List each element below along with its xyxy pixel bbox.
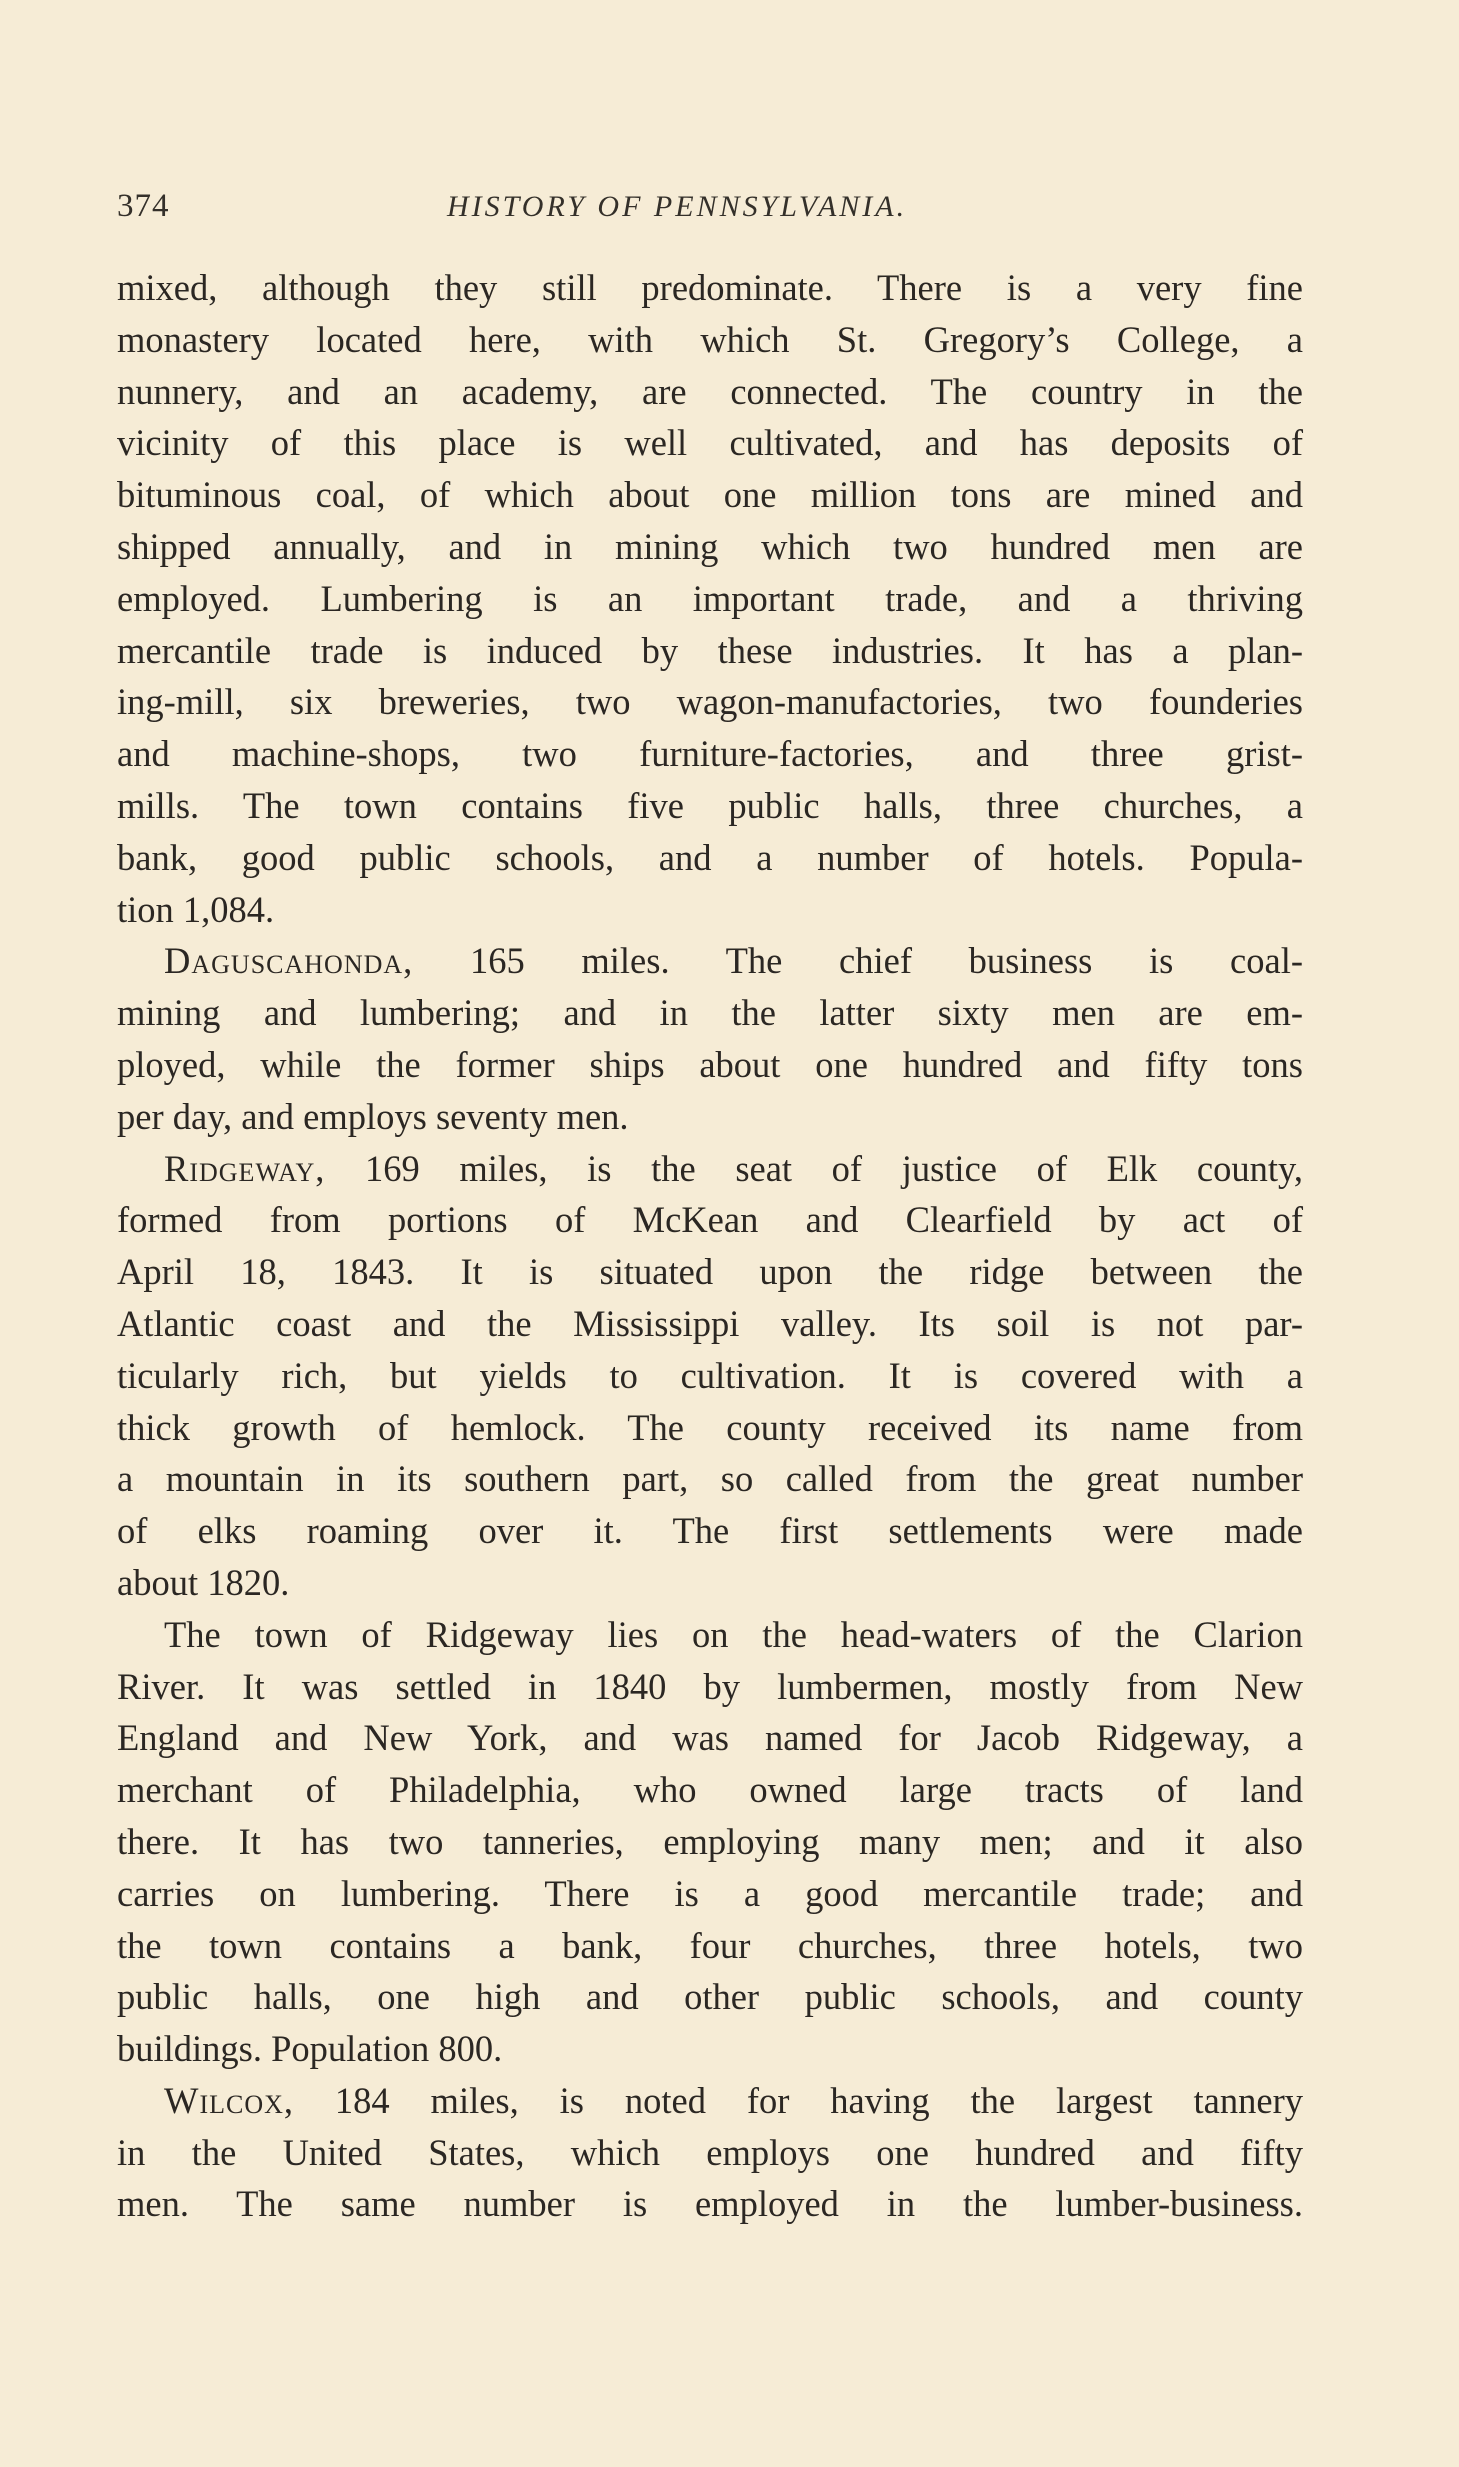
- text-line: River. It was settled in 1840 by lumbermen, mostly from New: [117, 1665, 1303, 1707]
- text-line: ployed, while the former ships about one hundred and fifty tons: [117, 1043, 1303, 1085]
- text-line: the town contains a bank, four churches, three hotels, two: [117, 1924, 1303, 1966]
- line-rest: 165 miles. The chief business is coal-: [413, 940, 1303, 982]
- text-line: and machine-shops, two furniture-factories, and three grist-: [117, 733, 1303, 775]
- text-line: mining and lumbering; and in the latter sixty men are em-: [117, 992, 1303, 1034]
- text-line: men. The same number is employed in the lumber-business.: [117, 2183, 1303, 2225]
- text-line: merchant of Philadelphia, who owned large tracts of land: [117, 1769, 1303, 1811]
- text-line: mixed, although they still predominate. There is a very fine: [117, 267, 1303, 308]
- place-name: Wilcox,: [164, 2079, 295, 2121]
- text-line: formed from portions of McKean and Clearfield by act of: [117, 1199, 1303, 1241]
- text-line: public halls, one high and other public schools, and county: [117, 1976, 1303, 2018]
- text-line: a mountain in its southern part, so called from the great number: [117, 1458, 1303, 1500]
- place-name: Daguscahonda,: [164, 940, 414, 982]
- text-line: bank, good public schools, and a number of hotels. Popula-: [117, 836, 1303, 878]
- paragraph-first-line: [117, 935, 1303, 987]
- line-rest: 169 miles, is the seat of justice of Elk county,: [325, 1147, 1303, 1189]
- text-line: England and New York, and was named for Jacob Ridgeway, a: [117, 1717, 1303, 1759]
- text-line: April 18, 1843. It is situated upon the ridge between the: [117, 1251, 1303, 1293]
- text-line: ticularly rich, but yields to cultivation. It is covered with a: [117, 1354, 1303, 1396]
- text-line: employed. Lumbering is an important trade, and a thriving: [117, 577, 1303, 619]
- text-line: carries on lumbering. There is a good mercantile trade; and: [117, 1872, 1303, 1914]
- paragraph-first-line: [117, 1143, 1303, 1195]
- text-line: mills. The town contains five public halls, three churches, a: [117, 784, 1303, 826]
- body-text: [117, 262, 1303, 2230]
- text-line: of elks roaming over it. The first settlements were made: [117, 1510, 1303, 1552]
- text-line: monastery located here, with which St. Gregory’s College, a: [117, 318, 1303, 360]
- text-line: buildings. Population 800.: [117, 2028, 503, 2070]
- page-header: [117, 188, 1317, 240]
- text-line: there. It has two tanneries, employing many men; and it also: [117, 1820, 1303, 1862]
- text-line: about 1820.: [117, 1561, 290, 1603]
- text-line: per day, and employs seventy men.: [117, 1095, 629, 1137]
- text-line: ing-mill, six breweries, two wagon-manufactories, two founderies: [117, 681, 1303, 723]
- line-rest: 184 miles, is noted for having the largest tannery: [294, 2079, 1303, 2121]
- text-line: bituminous coal, of which about one million tons are mined and: [117, 474, 1303, 516]
- text-line: nunnery, and an academy, are connected. The country in the: [117, 370, 1303, 412]
- text-line: mercantile trade is induced by these industries. It has a plan-: [117, 629, 1303, 671]
- paragraph-first-line: The town of Ridgeway lies on the head-waters of the Clarion: [164, 1613, 1303, 1655]
- text-line: shipped annually, and in mining which two hundred men are: [117, 525, 1303, 567]
- text-line: vicinity of this place is well cultivated, and has deposits of: [117, 422, 1303, 464]
- place-name: Ridgeway,: [164, 1147, 326, 1189]
- text-line: tion 1,084.: [117, 888, 275, 930]
- running-title: HISTORY OF PENNSYLVANIA.: [447, 190, 908, 223]
- text-line: Atlantic coast and the Mississippi valley. Its soil is not par-: [117, 1302, 1303, 1344]
- paragraph-first-line: [117, 2075, 1303, 2127]
- text-line: in the United States, which employs one hundred and fifty: [117, 2131, 1303, 2173]
- text-line: thick growth of hemlock. The county received its name from: [117, 1406, 1303, 1448]
- page-number: 374: [117, 188, 170, 224]
